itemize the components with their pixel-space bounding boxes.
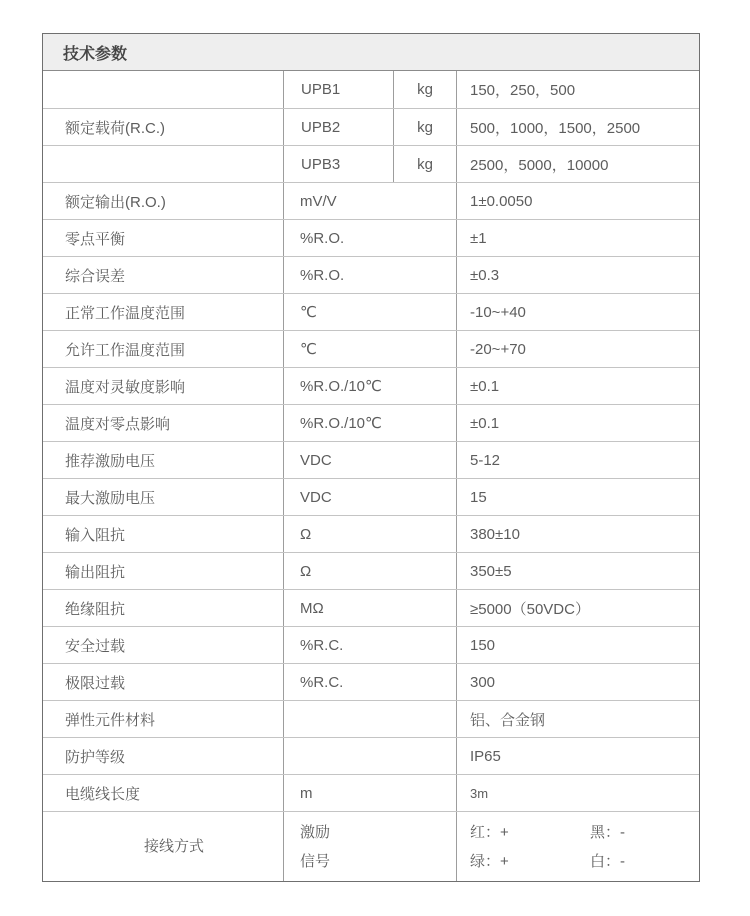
value-cell: 500，1000，1500，2500 (456, 109, 699, 145)
table-row-wiring (43, 811, 699, 881)
unit-cell: VDC (283, 442, 456, 478)
wiring-signal-label: 信号 (300, 852, 331, 870)
unit-cell: ℃ (283, 331, 456, 367)
table-row-input-impedance (43, 515, 699, 552)
spec-label: 额定输出(R.O.) (65, 193, 166, 211)
unit-cell-empty (283, 738, 456, 774)
spec-label: 推荐激励电压 (65, 452, 156, 470)
unit-cell: %R.C. (283, 664, 456, 700)
unit-cell: %R.O./10℃ (283, 368, 456, 404)
spec-label-empty (43, 71, 283, 108)
table-row-rated-load-1 (43, 71, 699, 108)
table-row-normal-temp-range (43, 293, 699, 330)
unit-cell-empty (283, 701, 456, 737)
wiring-white-negative: 白：- (590, 852, 625, 870)
spec-label: 安全过载 (65, 637, 126, 655)
unit-cell: MΩ (283, 590, 456, 626)
unit-cell: mV/V (283, 183, 456, 219)
unit-cell: Ω (283, 516, 456, 552)
value-cell: ±0.1 (456, 405, 699, 441)
table-row-recommended-excitation (43, 441, 699, 478)
table-row-zero-balance (43, 219, 699, 256)
wiring-red-positive: 红：+ (470, 823, 509, 841)
table-row-max-excitation (43, 478, 699, 515)
table-row-output-impedance (43, 552, 699, 589)
value-cell: -10~+40 (456, 294, 699, 330)
unit-cell: VDC (283, 479, 456, 515)
spec-label: 极限过载 (65, 674, 126, 692)
unit-cell: %R.O./10℃ (283, 405, 456, 441)
unit-cell: ℃ (283, 294, 456, 330)
unit-cell: kg (393, 146, 456, 182)
spec-label: 正常工作温度范围 (65, 304, 186, 322)
unit-cell: %R.O. (283, 220, 456, 256)
spec-label: 温度对灵敏度影响 (65, 378, 186, 396)
value-cell: 15 (456, 479, 699, 515)
value-cell: 150 (456, 627, 699, 663)
spec-label: 防护等级 (65, 748, 126, 766)
model-cell: UPB3 (283, 146, 393, 182)
value-cell: 铝、合金钢 (456, 701, 699, 737)
value-cell: 150，250，500 (456, 71, 699, 108)
wiring-black-negative: 黑：- (590, 823, 625, 841)
spec-table (42, 33, 700, 882)
value-cell: 350±5 (456, 553, 699, 589)
model-cell: UPB1 (283, 71, 393, 108)
value-cell: 300 (456, 664, 699, 700)
spec-label: 弹性元件材料 (65, 711, 156, 729)
wiring-line-signal (470, 847, 625, 876)
spec-label: 绝缘阻抗 (65, 600, 126, 618)
unit-cell: Ω (283, 553, 456, 589)
table-header (43, 34, 699, 71)
wiring-unit-cell (283, 812, 456, 881)
table-row-temp-effect-sensitivity (43, 367, 699, 404)
table-row-rated-load-2 (43, 108, 699, 145)
wiring-green-positive: 绿：+ (470, 852, 509, 870)
spec-label: 温度对零点影响 (65, 415, 171, 433)
table-row-safe-overload (43, 626, 699, 663)
page-title: 技术参数 (63, 45, 128, 63)
value-cell: 5-12 (456, 442, 699, 478)
spec-label: 输入阻抗 (65, 526, 126, 544)
value-cell: 1±0.0050 (456, 183, 699, 219)
table-row-allowed-temp-range (43, 330, 699, 367)
value-cell: 2500，5000，10000 (456, 146, 699, 182)
spec-label: 输出阻抗 (65, 563, 126, 581)
unit-cell: kg (393, 109, 456, 145)
value-cell: ±0.1 (456, 368, 699, 404)
spec-label: 电缆线长度 (65, 785, 141, 803)
table-row-combined-error (43, 256, 699, 293)
unit-cell: m (283, 775, 456, 811)
model-cell: UPB2 (283, 109, 393, 145)
wiring-value-cell (456, 812, 699, 881)
unit-cell: kg (393, 71, 456, 108)
spec-label: 最大激励电压 (65, 489, 156, 507)
value-cell: ±1 (456, 220, 699, 256)
spec-label: 额定载荷(R.C.) (65, 119, 165, 137)
table-row-element-material (43, 700, 699, 737)
table-row-rated-output (43, 182, 699, 219)
value-cell: 3m (456, 775, 699, 811)
wiring-excitation-label: 激励 (300, 823, 331, 841)
spec-label-empty (43, 146, 283, 182)
table-row-insulation-resistance (43, 589, 699, 626)
unit-cell: %R.C. (283, 627, 456, 663)
value-cell: 380±10 (456, 516, 699, 552)
table-row-temp-effect-zero (43, 404, 699, 441)
spec-label: 允许工作温度范围 (65, 341, 186, 359)
spec-label: 接线方式 (143, 838, 204, 855)
table-row-cable-length (43, 774, 699, 811)
spec-label: 零点平衡 (65, 230, 126, 248)
wiring-line-excitation (470, 818, 625, 847)
value-cell: -20~+70 (456, 331, 699, 367)
value-cell: ±0.3 (456, 257, 699, 293)
table-row-ultimate-overload (43, 663, 699, 700)
unit-cell: %R.O. (283, 257, 456, 293)
value-cell: IP65 (456, 738, 699, 774)
table-row-rated-load-3 (43, 145, 699, 182)
spec-label: 综合误差 (65, 267, 126, 285)
value-cell: ≥5000（50VDC） (456, 590, 699, 626)
table-row-protection-class (43, 737, 699, 774)
